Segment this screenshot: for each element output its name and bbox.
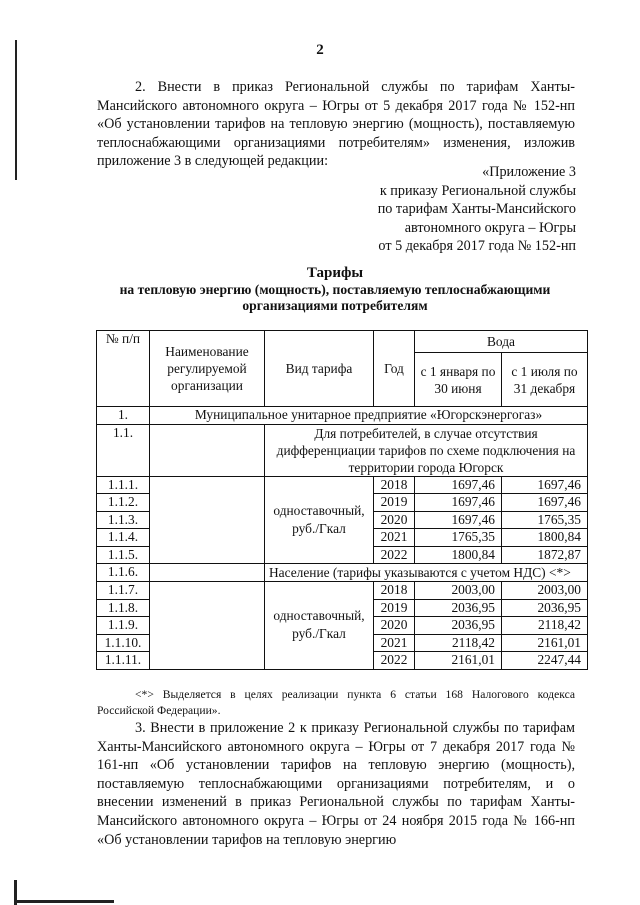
row-num: 1.1.3. xyxy=(97,511,150,529)
empty-cell xyxy=(150,476,265,564)
year-cell: 2020 xyxy=(374,511,415,529)
page-number: 2 xyxy=(316,42,324,58)
value-h2: 1872,87 xyxy=(502,546,588,564)
year-cell: 2021 xyxy=(374,529,415,547)
empty-cell xyxy=(150,582,265,670)
appendix-note-line: «Приложение 3 xyxy=(482,164,576,180)
tariff-type-cell: одноставочный, руб./Гкал xyxy=(265,582,374,670)
header-period-2: с 1 июля по 31 декабря xyxy=(502,353,588,407)
header-year: Год xyxy=(374,331,415,407)
paragraph-2: 2. Внести в приказ Региональной службы по тарифам Ханты-Мансийского автономного округа – Югры от 5 декабря 2017 года № 152-нп «Об установлении тарифов на тепловую энергию (мощность), поставляемую теплоснабжающими организациями потребителям» изменения, изложив приложение 3 в следующей редакции: xyxy=(97,79,575,170)
value-h2: 2003,00 xyxy=(502,582,588,600)
value-h1: 2036,95 xyxy=(415,617,502,635)
header-num: № п/п xyxy=(97,331,150,407)
year-cell: 2021 xyxy=(374,634,415,652)
section-label: Население (тарифы указываются с учетом НДС) <*> xyxy=(265,564,588,582)
value-h2: 1697,46 xyxy=(502,476,588,494)
tariff-table xyxy=(96,330,588,670)
organization-name: Муниципальное унитарное предприятие «Югорскэнергогаз» xyxy=(150,407,588,425)
value-h2: 2161,01 xyxy=(502,634,588,652)
row-num: 1.1.4. xyxy=(97,529,150,547)
row-num: 1.1.2. xyxy=(97,494,150,512)
empty-cell xyxy=(150,424,265,476)
value-h1: 2118,42 xyxy=(415,634,502,652)
year-cell: 2022 xyxy=(374,652,415,670)
year-cell: 2018 xyxy=(374,582,415,600)
header-period-1: с 1 января по 30 июня xyxy=(415,353,502,407)
row-num: 1.1.7. xyxy=(97,582,150,600)
row-num: 1.1.5. xyxy=(97,546,150,564)
year-cell: 2022 xyxy=(374,546,415,564)
row-num: 1. xyxy=(97,407,150,425)
header-water: Вода xyxy=(415,331,588,353)
value-h1: 1697,46 xyxy=(415,494,502,512)
empty-cell xyxy=(150,564,265,582)
table-row xyxy=(97,582,588,600)
title-line: организациями потребителям xyxy=(242,298,428,313)
section-label: Для потребителей, в случае отсутствия дифференциации тарифов по схеме подключения на территории города Югорск xyxy=(265,424,588,476)
header-organization: Наименование регулируемой организации xyxy=(150,331,265,407)
row-num: 1.1.10. xyxy=(97,634,150,652)
appendix-note-line: к приказу Региональной службы xyxy=(379,182,576,199)
appendix-note-line: автономного округа – Югры xyxy=(404,219,576,236)
value-h1: 2036,95 xyxy=(415,599,502,617)
value-h1: 2161,01 xyxy=(415,652,502,670)
row-num: 1.1.9. xyxy=(97,617,150,635)
value-h2: 1697,46 xyxy=(502,494,588,512)
appendix-note-line: от 5 декабря 2017 года № 152-нп xyxy=(378,238,576,255)
year-cell: 2018 xyxy=(374,476,415,494)
tariff-type-cell: одноставочный, руб./Гкал xyxy=(265,476,374,564)
appendix-note-line: по тарифам Ханты-Мансийского xyxy=(377,201,576,218)
table-row xyxy=(97,476,588,494)
header-tariff-type: Вид тарифа xyxy=(265,331,374,407)
value-h1: 1697,46 xyxy=(415,511,502,529)
value-h1: 1800,84 xyxy=(415,546,502,564)
value-h1: 1765,35 xyxy=(415,529,502,547)
value-h2: 2036,95 xyxy=(502,599,588,617)
year-cell: 2019 xyxy=(374,494,415,512)
value-h2: 2118,42 xyxy=(502,617,588,635)
title-line: Тарифы xyxy=(306,265,364,281)
row-num: 1.1.11. xyxy=(97,652,150,670)
value-h1: 1697,46 xyxy=(415,476,502,494)
title-line: на тепловую энергию (мощность), поставляемую теплоснабжающими xyxy=(119,281,551,297)
footnote: <*> Выделяется в целях реализации пункта 6 статьи 168 Налогового кодекса Российской Федерации». xyxy=(97,688,575,717)
row-num: 1.1.8. xyxy=(97,599,150,617)
year-cell: 2019 xyxy=(374,599,415,617)
document-title xyxy=(80,265,590,315)
value-h2: 1765,35 xyxy=(502,511,588,529)
paragraph-3: 3. Внести в приложение 2 к приказу Региональной службы по тарифам Ханты-Мансийского автономного округа – Югры от 7 декабря 2017 года № 161-нп «Об установлении тарифов на тепловую энергию (мощность), поставляемую теплоснабжающими организациями потребителям, и о внесении изменений в приказ Региональной службы по тарифам Ханты-Мансийского автономного округа – Югры от 24 ноября 2015 года № 166-нп «Об установлении тарифов на тепловую энергию xyxy=(97,720,575,848)
row-num: 1.1.6. xyxy=(97,564,150,582)
value-h1: 2003,00 xyxy=(415,582,502,600)
appendix-note xyxy=(378,163,576,256)
year-cell: 2020 xyxy=(374,617,415,635)
scan-edge-mark-left xyxy=(15,40,17,180)
row-num: 1.1. xyxy=(97,424,150,476)
scan-edge-mark-bottom-line xyxy=(14,900,114,903)
value-h2: 2247,44 xyxy=(502,652,588,670)
value-h2: 1800,84 xyxy=(502,529,588,547)
row-num: 1.1.1. xyxy=(97,476,150,494)
